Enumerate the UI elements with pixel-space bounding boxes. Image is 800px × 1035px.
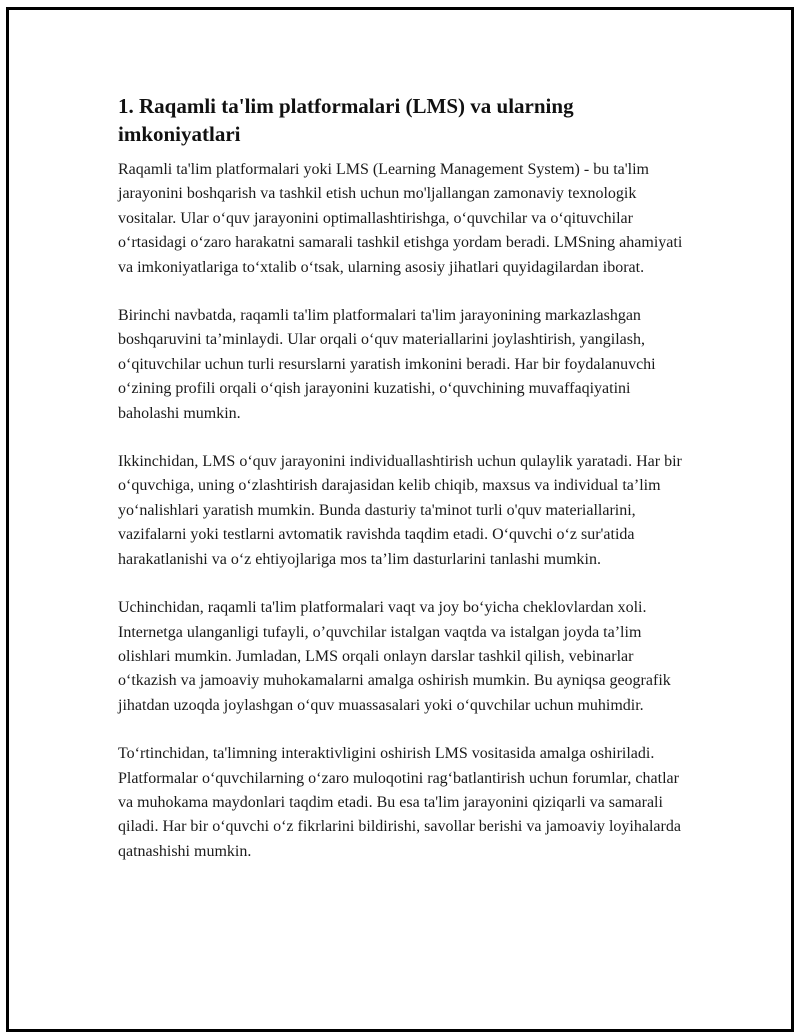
paragraph-fourth: To‘rtinchidan, ta'limning interaktivligini oshirish LMS vositasida amalga oshiriladi. Platformalar o‘quvchilarning o‘zaro muloqotini rag‘batlantirish uchun forumlar, chatlar va muhokama maydonlari taqdim etadi. Bu esa ta'lim jarayonini qiziqarli va samarali qiladi. Har bir o‘quvchi o‘z fikrlarini bildirishi, savollar berishi va jamoaviy loyihalarda qatnashishi mumkin. (118, 745, 681, 860)
paragraph-third: Uchinchidan, raqamli ta'lim platformalari vaqt va joy bo‘yicha cheklovlardan xoli. Internetga ulanganligi tufayli, o’quvchilar istalgan vaqtda va istalgan joyda ta’lim olishlari mumkin. Jumladan, LMS orqali onlayn darslar tashkil qilish, vebinarlar o‘tkazish va jamoaviy muhokamalarni amalga oshirish mumkin. Bu ayniqsa geografik jihatdan uzoqda joylashgan o‘quv muassasalari yoki o‘quvchilar uchun muhimdir. (118, 599, 671, 714)
paragraph-intro: Raqamli ta'lim platformalari yoki LMS (Learning Management System) - bu ta'lim jarayonini boshqarish va tashkil etish uchun mo'ljallangan zamonaviy texnologik vositalar. Ular o‘quv jarayonini optimallashtirishga, o‘quvchilar va o‘qituvchilar o‘rtasidagi o‘zaro harakatni samarali tashkil etishga yordam beradi. LMSning ahamiyati va imkoniyatlariga to‘xtalib o‘tsak, ularning asosiy jihatlari quyidagilardan iborat. (118, 161, 683, 276)
section-heading: 1. Raqamli ta'lim platformalari (LMS) va ularning imkoniyatlari (118, 94, 574, 146)
paragraph-second: Ikkinchidan, LMS o‘quv jarayonini individuallashtirish uchun qulaylik yaratadi. Har bir o‘quvchiga, uning o‘zlashtirish darajasidan kelib chiqib, maxsus va individual ta’lim yo‘nalishlari yaratish mumkin. Bunda dasturiy ta'minot turli o'quv materiallarini, vazifalarni yoki testlarni avtomatik ravishda taqdim etadi. O‘quvchi o‘z sur'atida harakatlanishi va o‘z ehtiyojlariga mos ta’lim dasturlarini tanlashi mumkin. (118, 453, 682, 568)
paragraph-first: Birinchi navbatda, raqamli ta'lim platformalari ta'lim jarayonining markazlashgan boshqaruvini ta’minlaydi. Ular orqali o‘quv materiallarini joylashtirish, yangilash, o‘qituvchilar uchun turli resurslarni yaratish imkonini beradi. Har bir foydalanuvchi o‘zining profili orqali o‘qish jarayonini kuzatishi, o‘quvchining muvaffaqiyatini baholashi mumkin. (118, 307, 656, 422)
document-body (118, 92, 688, 888)
